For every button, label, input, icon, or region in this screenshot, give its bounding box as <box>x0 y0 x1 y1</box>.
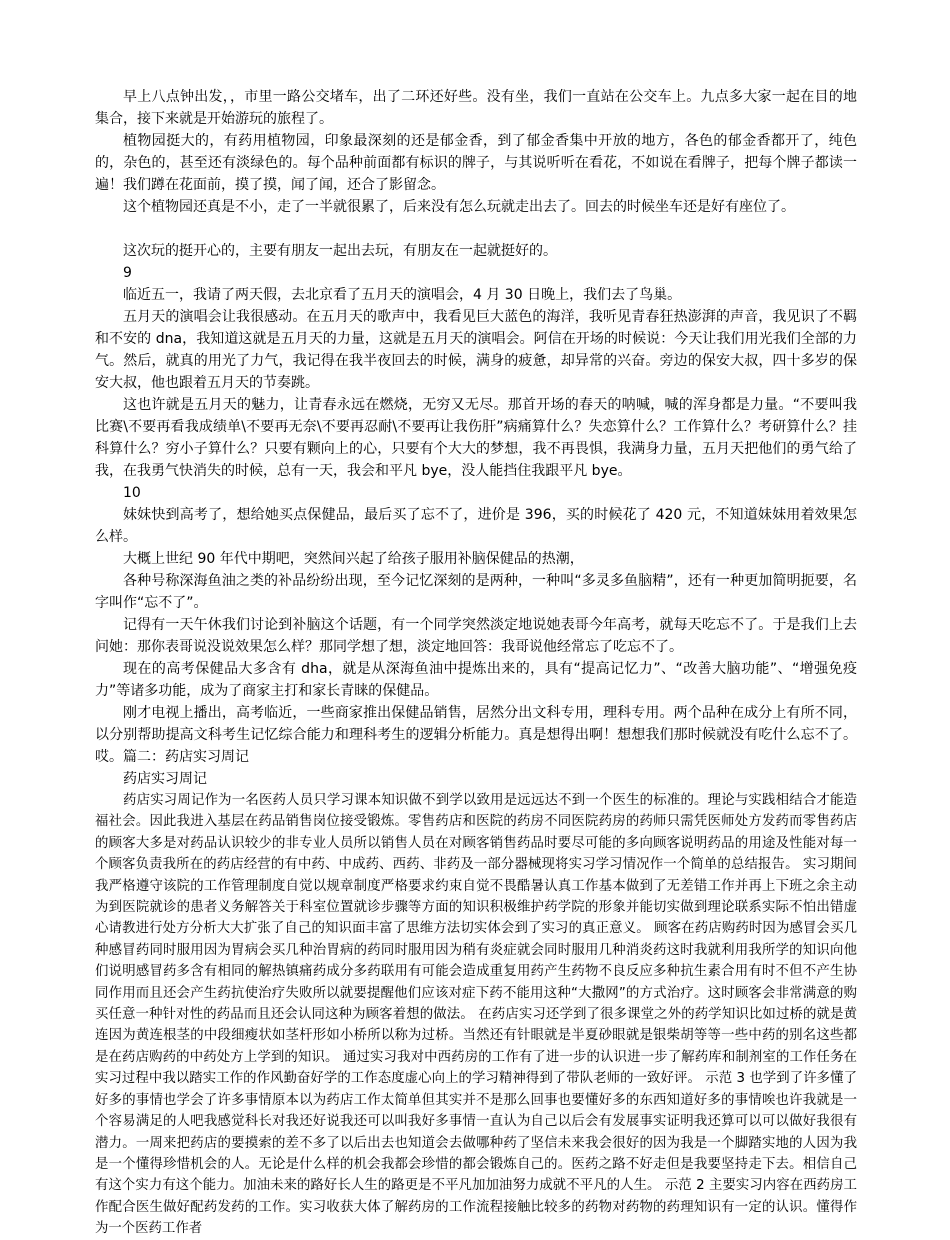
paragraph: 现在的高考保健品大多含有 dha，就是从深海鱼油中提炼出来的，具有“提高记忆力”、“改善大脑功能”、“增强免疫力”等诸多功能，成为了商家主打和家长青睐的保健品。 <box>95 661 857 699</box>
paragraph: 药店实习周记 <box>123 771 207 787</box>
paragraph: 这次玩的挺开心的，主要有朋友一起出去玩，有朋友在一起就挺好的。 <box>123 243 557 259</box>
paragraph: 刚才电视上播出，高考临近，一些商家推出保健品销售，居然分出文科专用，理科专用。两个品种在成分上有所不同，以分别帮助提高文科考生记忆综合能力和理科考生的逻辑分析能力。真是想得出啊！想想我们那时候就没有吃什么忘不了。哎。篇二：药店实习周记 <box>95 705 857 765</box>
paragraph: 妹妹快到高考了，想给她买点保健品，最后买了忘不了，进价是 396，买的时候花了 420 元，不知道妹妹用着效果怎么样。 <box>95 507 857 545</box>
paragraph: 9 <box>123 265 132 281</box>
paragraph: 10 <box>123 485 141 501</box>
paragraph: 早上八点钟出发，，市里一路公交堵车，出了二环还好些。没有坐，我们一直站在公交车上。九点多大家一起在目的地集合，接下来就是开始游玩的旅程了。 <box>95 89 857 127</box>
paragraph: 临近五一，我请了两天假，去北京看了五月天的演唱会，4 月 30 日晚上，我们去了鸟巢。 <box>123 287 682 303</box>
paragraph: 记得有一天午休我们讨论到补脑这个话题，有一个同学突然淡定地说她表哥今年高考，就每天吃忘不了。于是我们上去问她：那你表哥说没说效果怎么样？那同学想了想，淡定地回答：我哥说他经常忘了吃忘不了。 <box>95 617 857 655</box>
paragraph: 这个植物园还真是不小，走了一半就很累了，后来没有怎么玩就走出去了。回去的时候坐车还是好有座位了。 <box>123 199 795 215</box>
document-body <box>95 86 857 1240</box>
paragraph: 五月天的演唱会让我很感动。在五月天的歌声中，我看见巨大蓝色的海洋，我听见青春狂热澎湃的声音，我见识了不羁和不安的 dna，我知道这就是五月天的力量，这就是五月天的演唱会。阿信在开场的时候说：今天让我们用光我们全部的力气。然后，就真的用光了力气，我记得在我半夜回去的时候，满身的疲惫，却异常的兴奋。旁边的保安大叔，四十多岁的保安大叔，他也跟着五月天的节奏跳。 <box>95 309 857 391</box>
paragraph: 大概上世纪 90 年代中期吧，突然间兴起了给孩子服用补脑保健品的热潮， <box>123 551 584 567</box>
blank-line <box>95 218 857 240</box>
paragraph: 这也许就是五月天的魅力，让青春永远在燃烧，无穷又无尽。那首开场的春天的呐喊，喊的浑身都是力量。“不要叫我比赛\不要再看我成绩单\不要再无奈\不要再忍耐\不要再让我伤肝”病痛算什么？失恋算什么？工作算什么？考研算什么？挂科算什么？穷小子算什么？只要有颗向上的心，只要有个大大的梦想，我不再畏惧，我满身力量，五月天把他们的勇气给了我，在我勇气快消失的时候，总有一天，我会和平凡 bye，没人能挡住我跟平凡 bye。 <box>95 397 857 479</box>
paragraph: 药店实习周记作为一名医药人员只学习课本知识做不到学以致用是远远达不到一个医生的标准的。理论与实践相结合才能造福社会。因此我进入基层在药品销售岗位接受锻炼。零售药店和医院的药房不同医院药房的药师只需凭医师处方发药而零售药店的顾客大多是对药品认识较少的非专业人员所以销售人员在对顾客销售药品时要尽可能的多向顾客说明药品的用途及性能对每一个顾客负责我所在的药店经营的有中药、中成药、西药、非药及一部分器械现将实习学习情况作一个简单的总结报告。 实习期间我严格遵守该院的工作管理制度自觉以规章制度严格要求约束自觉不畏酷暑认真工作基本做到了无差错工作并再上下班之余主动为到医院就诊的患者义务解答关于科室位置就诊步骤等方面的知识积极维护药学院的形象并能切实做到理论联系实际不怕出错虚心请教进行处方分析大大扩张了自己的知识面丰富了思维方法切实体会到了实习的真正意义。 顾客在药店购药时因为感冒会买几种感冒药同时服用因为胃病会买几种治胃病的药同时服用因为稍有炎症就会同时服用几种消炎药这时我就利用我所学的知识向他们说明感冒药多含有相同的解热镇痛药成分多药联用有可能会造成重复用药产生药物不良反应多种抗生素合用有时不但不产生协同作用而且还会产生药抗使治疗失败所以就要提醒他们应该对症下药不能用这种“大撒网”的方式治疗。这时顾客会非常满意的购买任意一种针对性的药品而且还会认同这种为顾客着想的做法。 在药店实习还学到了很多课堂之外的药学知识比如过桥的就是黄连因为黄连根茎的中段细瘦状如茎杆形如小桥所以称为过桥。当然还有针眼就是半夏砂眼就是银柴胡等等一些中药的别名这些都是在药店购药的中药处方上学到的知识。 通过实习我对中西药房的工作有了进一步的认识进一步了解药库和制剂室的工作任务在实习过程中我以踏实工作的作风勤奋好学的工作态度虚心向上的学习精神得到了带队老师的一致好评。 示范 3 也学到了许多懂了好多的事情也学会了许多事情原本以为药店工作太简单但其实并不是那么回事也要懂好多的东西知道好多的事情唉也许我就是一个容易满足的人吧我感觉科长对我还好说我还可以叫我好多事情一直认为自己以后会有发展事实证明我还算可以可以做好我很有潜力。一周来把药店的要摸索的差不多了以后出去也知道会去做哪种药了坚信未来我会很好的因为我是一个脚踏实地的人因为我是一个懂得珍惜机会的人。无论是什么样的机会我都会珍惜的都会锻炼自己的。医药之路不好走但是我要坚持走下去。相信自己有这个实力有这个能力。加油未来的路好长人生的路更是不平凡加加油努力成就不平凡的人生。 示范 2 主要实习内容在西药房工作配合医生做好配药发药的工作。实习收获大体了解药房的工作流程接触比较多的药物对药物的药理知识有一定的认识。懂得作为一个医药工作者 <box>95 793 857 1237</box>
paragraph: 各种号称深海鱼油之类的补品纷纷出现，至今记忆深刻的是两种，一种叫“多灵多鱼脑精”，还有一种更加简明扼要，名字叫作“忘不了”。 <box>95 573 857 611</box>
paragraph: 植物园挺大的，有药用植物园，印象最深刻的还是郁金香，到了郁金香集中开放的地方，各色的郁金香都开了，纯色的，杂色的，甚至还有淡绿色的。每个品种前面都有标识的牌子，与其说听听在看花，不如说在看牌子，把每个牌子都读一遍！我们蹲在花面前，摸了摸，闻了闻，还合了影留念。 <box>95 133 857 193</box>
